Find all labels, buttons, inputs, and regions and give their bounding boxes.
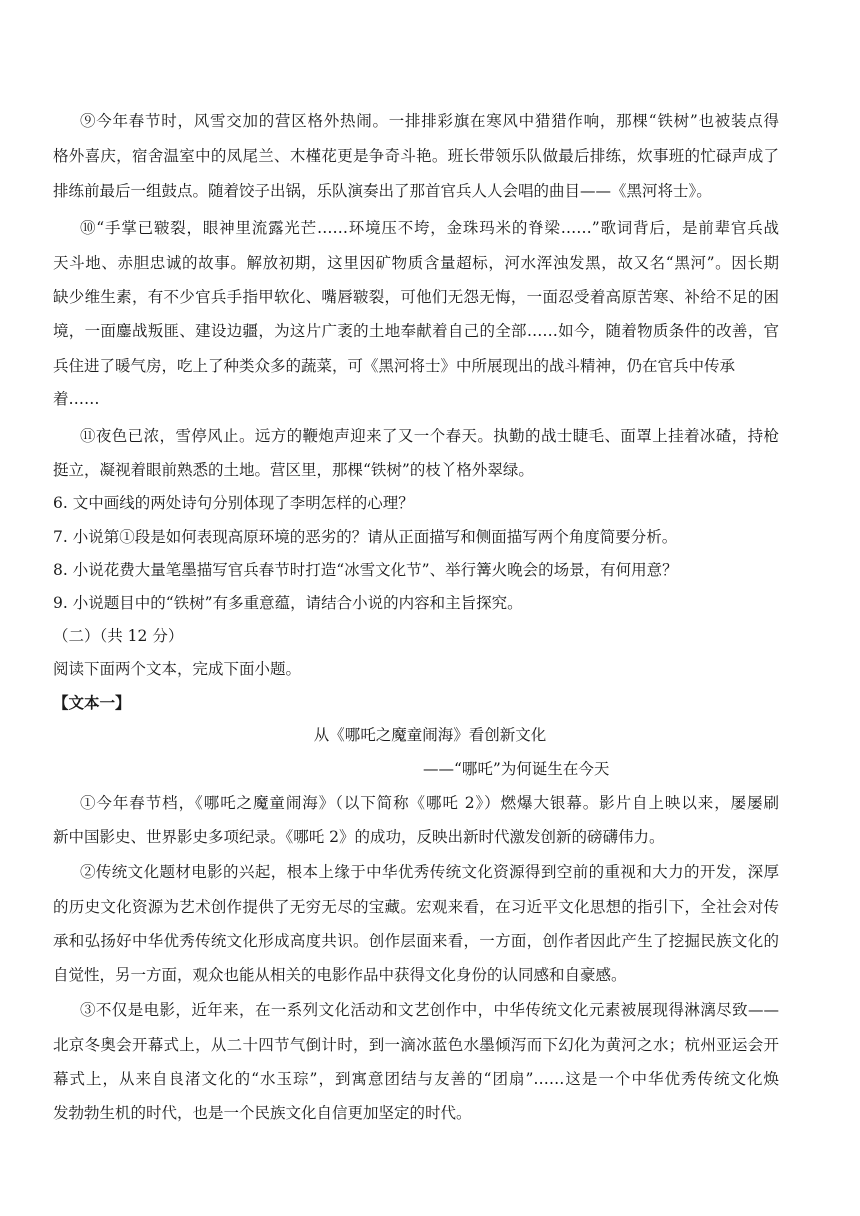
story-p11-line-2: 挺立，凝视着眼前熟悉的土地。营区里，那棵“铁树”的枝丫格外翠绿。 — [53, 461, 534, 479]
story-p11-line-1: ⑪夜色已浓，雪停风止。远方的鞭炮声迎来了又一个春天。执勤的战士睫毛、面罩上挂着冰碴，持枪 — [80, 427, 779, 445]
story-p10-line-5: 兵住进了暖气房，吃上了种类众多的蔬菜，可《黑河将士》中所展现出的战斗精神，仍在官兵中传承 — [53, 357, 736, 375]
article-subtitle: ——“哪吒”为何诞生在今天 — [423, 760, 610, 778]
text-label: 【文本一】 — [53, 693, 131, 712]
story-p10-line-4: 境，一面鏖战叛匪、建设边疆，为这片广袤的土地奉献着自己的全部……如今，随着物质条件的改善，官 — [53, 322, 779, 340]
article-p3-line-1: ③不仅是电影，近年来，在一系列文化活动和文艺创作中，中华传统文化元素被展现得淋漓尽致—— — [80, 1001, 779, 1019]
question-8: 8. 小说花费大量笔墨描写官兵春节时打造“冰雪文化节”、举行篝火晚会的场景，有何用意？ — [53, 561, 678, 579]
article-p3-line-4: 发勃勃生机的时代，也是一个民族文化自信更加坚定的时代。 — [53, 1104, 472, 1122]
article-p3-line-2: 北京冬奥会开幕式上，从二十四节气倒计时，到一滴冰蓝色水墨倾泻而下幻化为黄河之水；杭州亚运会开 — [53, 1036, 779, 1054]
story-p9-line-1: ⑨今年春节时，风雪交加的营区格外热闹。一排排彩旗在寒风中猎猎作响，那棵“铁树”也被装点得 — [80, 112, 779, 130]
article-p1-line-2: 新中国影史、世界影史多项纪录。《哪吒 2》的成功，反映出新时代激发创新的磅礴伟力。 — [53, 828, 665, 846]
story-p9-line-2: 格外喜庆，宿舍温室中的凤尾兰、木槿花更是争奇斗艳。班长带领乐队做最后排练，炊事班的忙碌声成了 — [53, 147, 779, 165]
question-9: 9. 小说题目中的“铁树”有多重意蕴，请结合小说的内容和主旨探究。 — [53, 594, 523, 612]
story-p10-line-1: ⑩“手掌已皲裂，眼神里流露光芒……环境压不垮，金珠玛米的脊梁……”歌词背后，是前辈官兵战 — [80, 219, 779, 237]
story-p9-line-3: 排练前最后一组鼓点。随着饺子出锅，乐队演奏出了那首官兵人人会唱的曲目——《黑河将士》。 — [53, 182, 712, 200]
article-p2-line-3: 承和弘扬好中华优秀传统文化形成高度共识。创作层面来看，一方面，创作者因此产生了挖掘民族文化的 — [53, 932, 779, 950]
article-p1-line-1: ①今年春节档，《哪吒之魔童闹海》（以下简称《哪吒 2》）燃爆大银幕。影片自上映以来，屡屡刷 — [80, 794, 779, 812]
story-p10-line-3: 缺少维生素，有不少官兵手指甲软化、嘴唇皲裂，可他们无怨无悔，一面忍受着高原苦寒、补给不足的困 — [53, 288, 779, 306]
article-p3-line-3: 幕式上，从来自良渚文化的“水玉琮”，到寓意团结与友善的“团扇”……这是一个中华优秀传统文化焕 — [53, 1070, 779, 1088]
question-6: 6. 文中画线的两处诗句分别体现了李明怎样的心理？ — [53, 494, 414, 512]
article-p2-line-2: 的历史文化资源为艺术创作提供了无穷无尽的宝藏。宏观来看，在习近平文化思想的指引下，全社会对传 — [53, 898, 779, 916]
section-heading: （二）（共 12 分） — [53, 627, 184, 645]
section-instruction: 阅读下面两个文本，完成下面小题。 — [53, 660, 302, 678]
question-7: 7. 小说第①段是如何表现高原环境的恶劣的？请从正面描写和侧面描写两个角度简要分析。 — [53, 528, 678, 546]
article-title: 从《哪吒之魔童闹海》看创新文化 — [313, 726, 547, 744]
story-p10-line-6: 着…… — [53, 390, 100, 408]
article-p2-line-4: 自觉性，另一方面，观众也能从相关的电影作品中获得文化身份的认同感和自豪感。 — [53, 966, 627, 984]
article-p2-line-1: ②传统文化题材电影的兴起，根本上缘于中华优秀传统文化资源得到空前的重视和大力的开发，深厚 — [80, 863, 779, 881]
story-p10-line-2: 天斗地、赤胆忠诚的故事。解放初期，这里因矿物质含量超标，河水浑浊发黑，故又名“黑河”。因长期 — [53, 254, 779, 272]
